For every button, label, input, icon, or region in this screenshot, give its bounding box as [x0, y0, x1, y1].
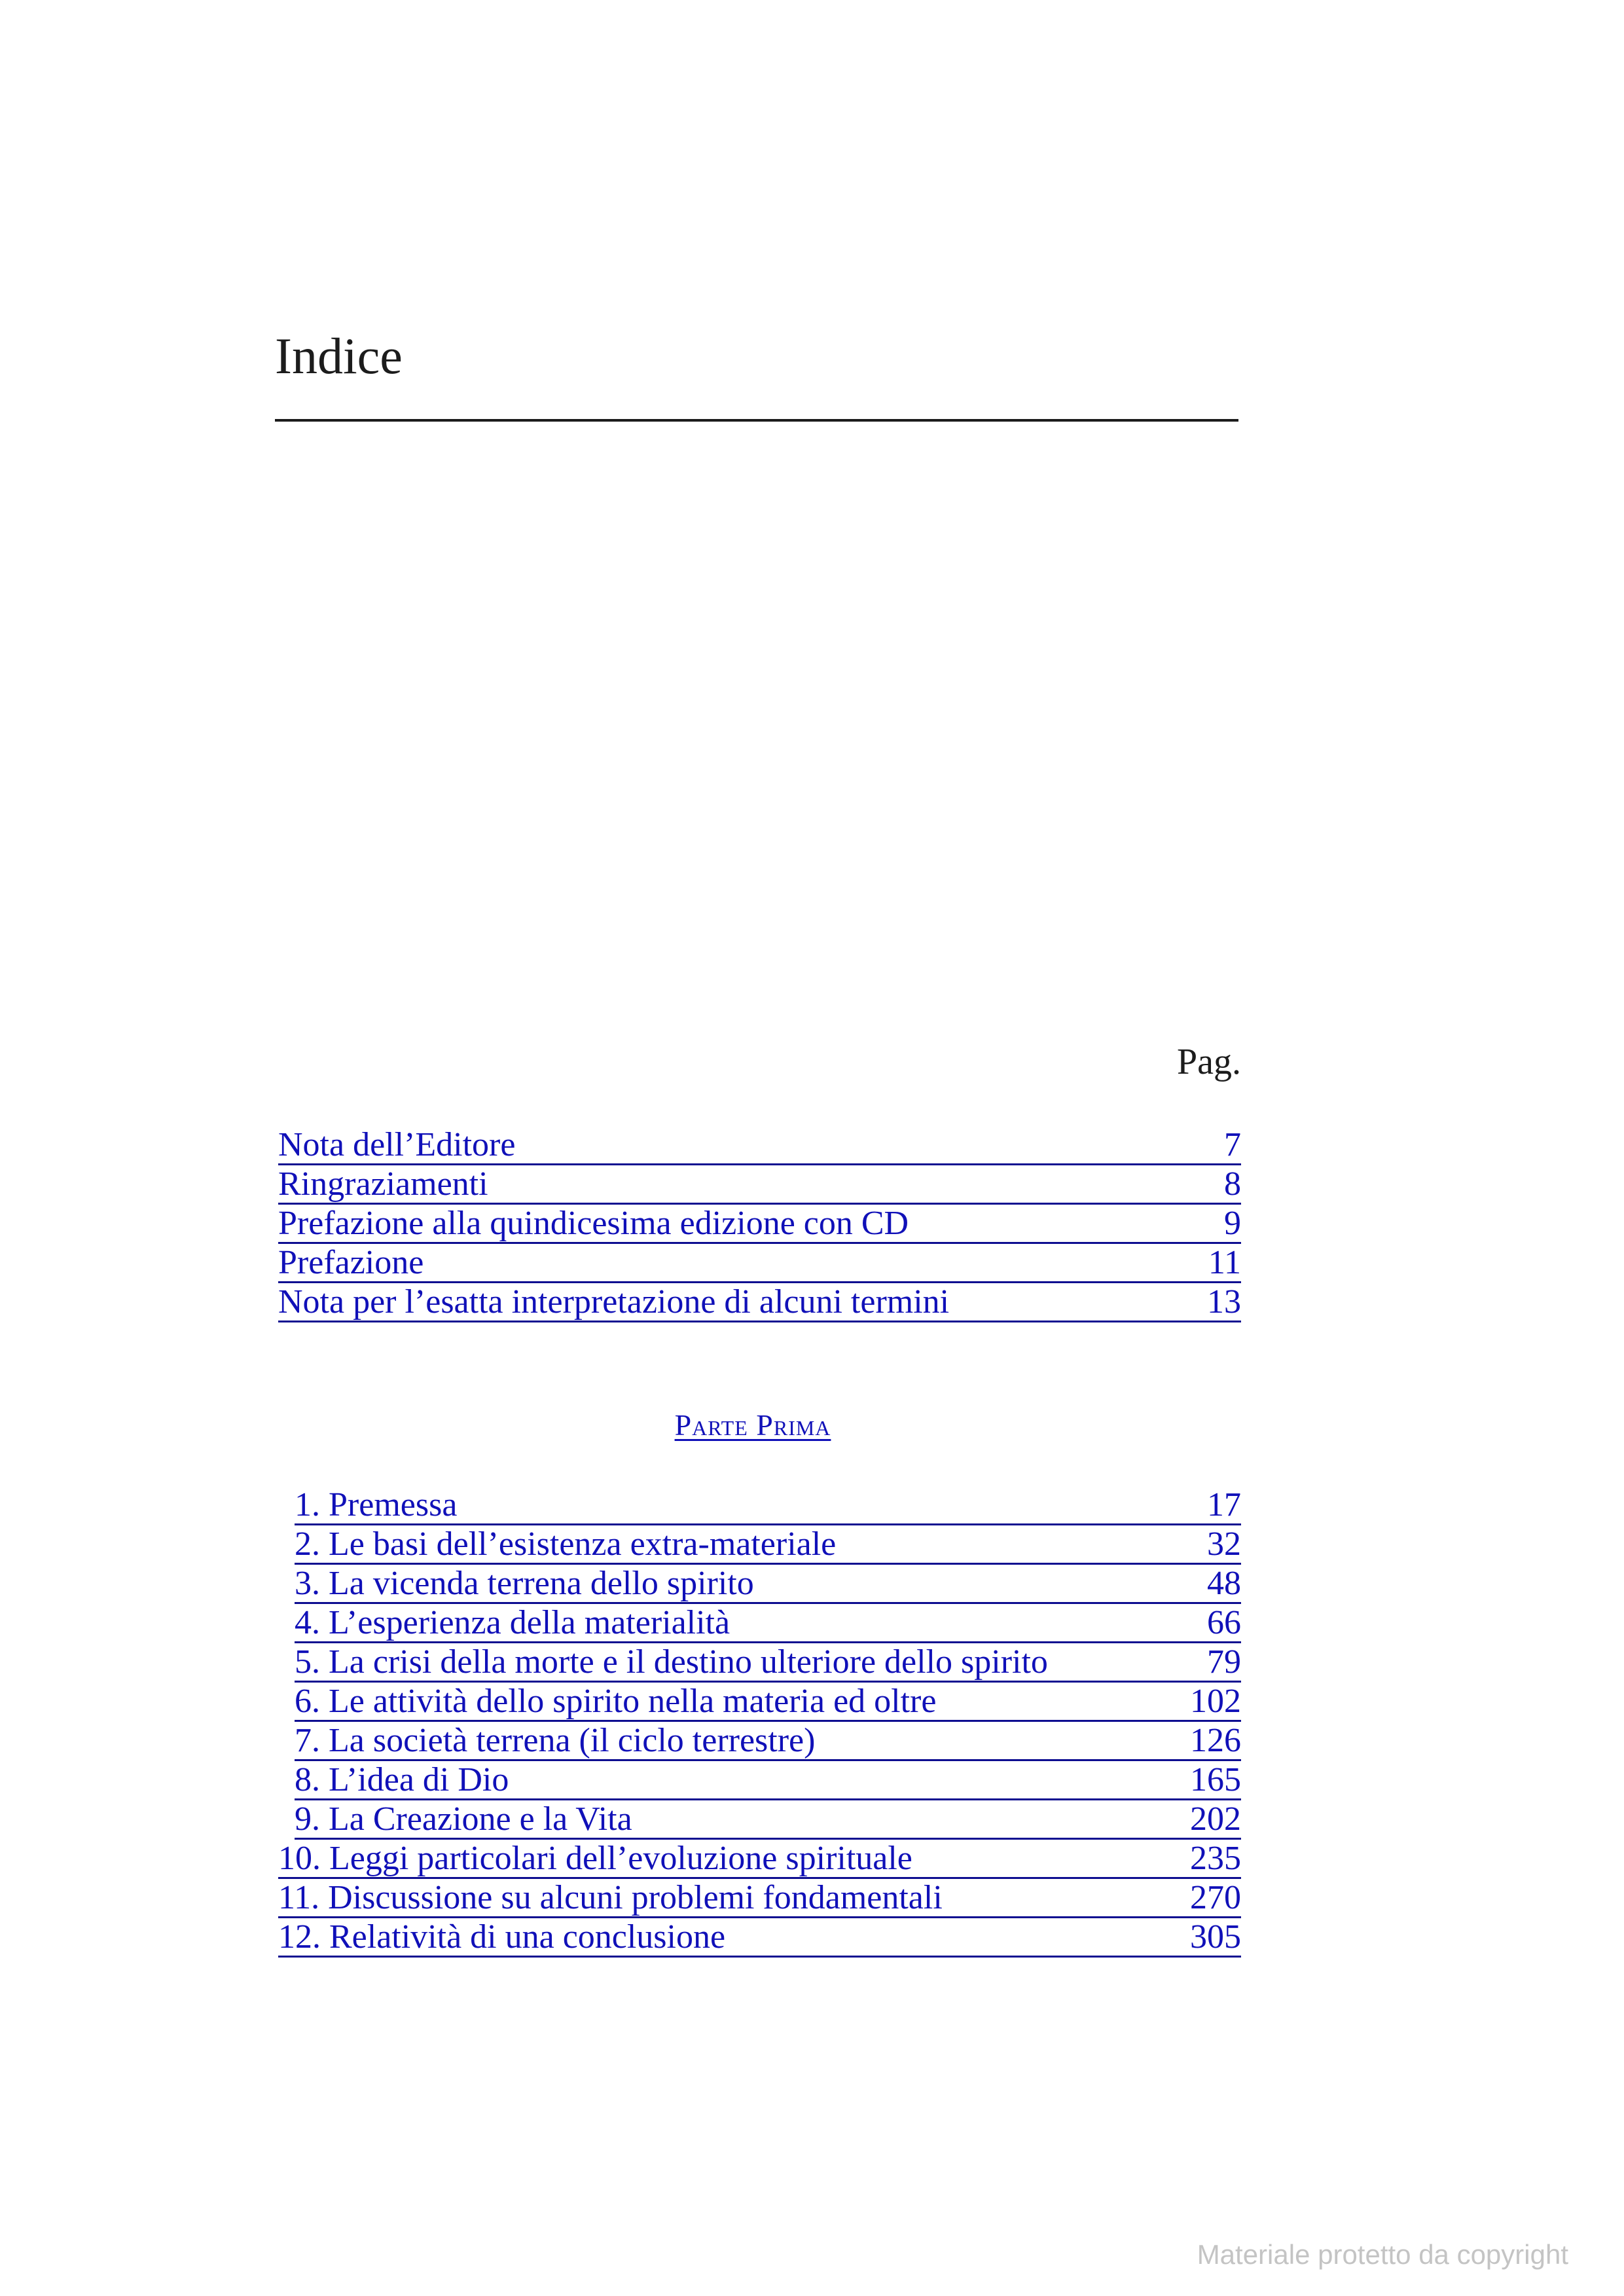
- toc-chapter-label: 12. Relatività di una conclusione: [278, 1918, 726, 1956]
- toc-chapter-page: 17: [1207, 1486, 1241, 1523]
- toc-entry-label: Nota per l’esatta interpretazione di alcuni termini: [278, 1283, 950, 1321]
- toc-entry-label: Nota dell’Editore: [278, 1126, 516, 1163]
- copyright-watermark: Materiale protetto da copyright: [1197, 2239, 1568, 2270]
- toc-chapter-label: 5. La crisi della morte e il destino ulteriore dello spirito: [295, 1643, 1048, 1681]
- toc-chapter-7[interactable]: [295, 1722, 1241, 1761]
- toc-entry-prefazione-quindicesima[interactable]: [278, 1205, 1241, 1244]
- toc-chapter-label: 2. Le basi dell’esistenza extra-materiale: [295, 1525, 837, 1563]
- toc-entry-prefazione[interactable]: [278, 1244, 1241, 1283]
- toc-chapter-6[interactable]: [295, 1683, 1241, 1722]
- toc-entry-label: Prefazione: [278, 1244, 424, 1281]
- toc-chapter-page: 32: [1207, 1525, 1241, 1563]
- toc-chapter-label: 4. L’esperienza della materialità: [295, 1604, 731, 1641]
- toc-chapter-label: 6. Le attività dello spirito nella materia ed oltre: [295, 1683, 937, 1720]
- toc-chapter-3[interactable]: [295, 1565, 1241, 1604]
- toc-chapter-1[interactable]: [295, 1486, 1241, 1525]
- toc-chapter-page: 270: [1190, 1879, 1241, 1916]
- toc-chapter-9[interactable]: [295, 1800, 1241, 1840]
- toc-chapter-label: 1. Premessa: [295, 1486, 458, 1523]
- toc-chapter-page: 235: [1190, 1840, 1241, 1877]
- part-one-heading[interactable]: Parte Prima: [674, 1408, 831, 1442]
- toc-entry-ringraziamenti[interactable]: [278, 1165, 1241, 1205]
- toc-entry-page: 8: [1224, 1165, 1241, 1203]
- toc-chapter-10[interactable]: [278, 1840, 1241, 1879]
- toc-chapter-5[interactable]: [295, 1643, 1241, 1683]
- toc-chapter-page: 79: [1207, 1643, 1241, 1681]
- toc-chapter-label: 11. Discussione su alcuni problemi fondamentali: [278, 1879, 943, 1916]
- toc-chapter-page: 66: [1207, 1604, 1241, 1641]
- toc-entry-nota-editore[interactable]: [278, 1126, 1241, 1165]
- toc-chapter-8[interactable]: [295, 1761, 1241, 1800]
- toc-entry-page: 7: [1224, 1126, 1241, 1163]
- toc-chapter-page: 202: [1190, 1800, 1241, 1838]
- toc-entry-page: 9: [1224, 1205, 1241, 1242]
- toc-chapter-label: 8. L’idea di Dio: [295, 1761, 509, 1798]
- toc-chapter-label: 7. La società terrena (il ciclo terrestre): [295, 1722, 816, 1759]
- toc-chapter-label: 9. La Creazione e la Vita: [295, 1800, 632, 1838]
- toc-chapter-label: 10. Leggi particolari dell’evoluzione spirituale: [278, 1840, 912, 1877]
- page-column-label: Pag.: [1177, 1042, 1241, 1082]
- toc-entry-page: 13: [1207, 1283, 1241, 1321]
- toc-chapter-page: 102: [1190, 1683, 1241, 1720]
- toc-chapter-page: 305: [1190, 1918, 1241, 1956]
- toc-chapter-2[interactable]: [295, 1525, 1241, 1565]
- toc-entry-label: Ringraziamenti: [278, 1165, 488, 1203]
- title-divider: [275, 419, 1238, 422]
- toc-entry-label: Prefazione alla quindicesima edizione con CD: [278, 1205, 909, 1242]
- toc-chapter-page: 126: [1190, 1722, 1241, 1759]
- toc-entry-nota-termini[interactable]: [278, 1283, 1241, 1322]
- toc-chapter-label: 3. La vicenda terrena dello spirito: [295, 1565, 754, 1602]
- toc-chapter-page: 165: [1190, 1761, 1241, 1798]
- toc-entry-page: 11: [1208, 1244, 1241, 1281]
- toc-chapter-4[interactable]: [295, 1604, 1241, 1643]
- toc-chapter-12[interactable]: [278, 1918, 1241, 1958]
- page-title: Indice: [275, 327, 403, 384]
- toc-chapter-page: 48: [1207, 1565, 1241, 1602]
- toc-chapter-11[interactable]: [278, 1879, 1241, 1918]
